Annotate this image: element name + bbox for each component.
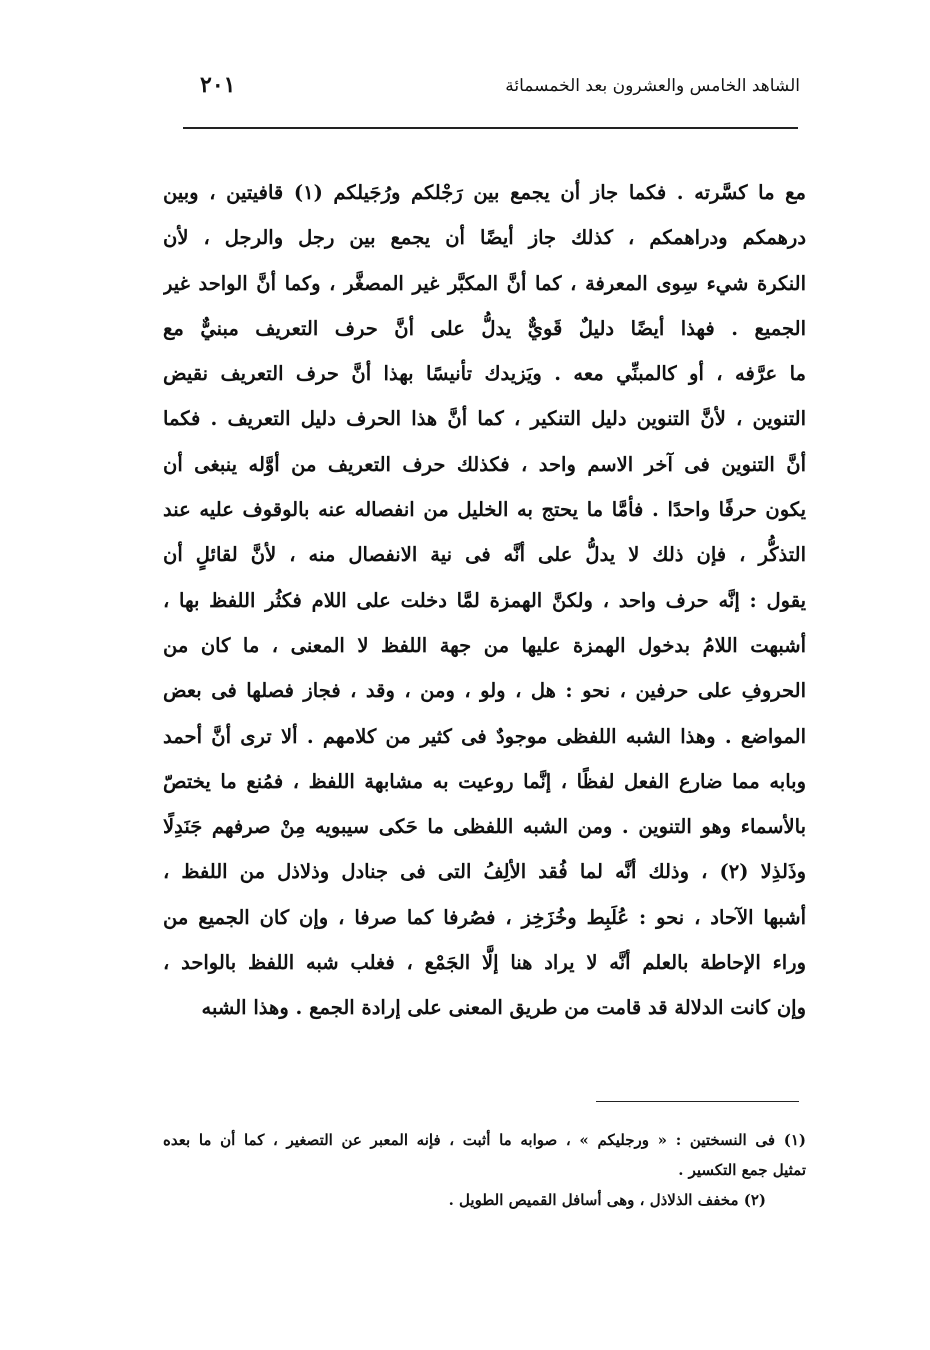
footnote-divider — [596, 1101, 799, 1102]
page-number: ٢٠١ — [200, 72, 236, 98]
text-line: وبابه مما ضارع الفعل لفظًا ، إنَّما روعيت به مشابهة اللفظ ، فمُنع ما يختصّ — [163, 769, 806, 793]
header-divider — [183, 127, 798, 129]
text-line: وراء الإحاطة بالعلم أنَّه لا يراد هنا إلَّا الجَمْع ، فغلب شبه اللفظ بالواحد ، — [163, 951, 806, 975]
text-line: أشبهت اللامُ بدخول الهمزة عليها من جهة اللفظ لا المعنى ، ما كان من — [163, 633, 806, 657]
text-line: بالأسماء وهو التنوين . ومن الشبه اللفظى ما حَكى سيبويه مِنْ صرفهم جَنَدِلًا — [163, 815, 806, 839]
text-line: الجميع . فهذا أيضًا دليلٌ قَويٌّ يدلُّ على أنَّ حرف التعريف مبنيٌّ مع — [163, 316, 806, 340]
text-line: التذكُّر ، فإن ذلك لا يدلُّ على أنَّه فى نية الانفصال منه ، لأنَّ لقائلٍ أن — [163, 543, 806, 567]
text-line: المواضع . وهذا الشبه اللفظى موجودٌ فى كثير من كلامهم . ألا ترى أنَّ أحمد — [163, 724, 806, 748]
running-title: الشاهد الخامس والعشرون بعد الخمسمائة — [505, 76, 800, 96]
text-line: ما عرَّفه ، أو كالمبنِّي معه . ويَزيدك تأنيسًا بهذا أنَّ حرف التعريف نقيض — [163, 362, 806, 386]
footnotes — [163, 1125, 806, 1215]
text-line: أشبها الآحاد ، نحو : عُلَبِط وخُزَخِز ، فصُرفا كما صرفا ، وإن كان الجميع من — [163, 905, 806, 929]
text-line: وإن كانت الدلالة قد قامت من طريق المعنى على إرادة الجمع . وهذا الشبه — [201, 996, 806, 1020]
text-line: يكون حرفًا واحدًا . فأمَّا ما يحتج به الخليل من انفصاله عنه بالوقوف عليه عند — [163, 498, 806, 522]
text-line: النكرة شيء سِوى المعرفة ، كما أنَّ المكبَّر غير المصغَّر ، وكما أنَّ الواحد غير — [163, 271, 806, 295]
text-line: مع ما كسَّرته . فكما جاز أن يجمع بين رَجْلكم ورُجَيلكم (١) قافيتين ، وبين — [163, 181, 806, 204]
text-line: التنوين ، لأنَّ التنوين دليل التنكير ، كما أنَّ هذا الحرف دليل التعريف . فكما — [163, 407, 806, 431]
main-text — [163, 170, 806, 1031]
footnote-1-continuation: تمثيل جمع التكسير . — [678, 1161, 806, 1179]
text-line: أنَّ التنوين فى آخر الاسم واحد ، فكذلك حرف التعريف من أوَّله ينبغى أن — [163, 452, 806, 476]
text-line: الحروفِ على حرفين ، نحو : هل ، ولو ، ومن ، وقد ، فجاز فصلها فى بعض — [163, 679, 806, 703]
text-line: درهمكم ودراهمكم ، كذلك جاز أيضًا أن يجمع بين رجل والرجل ، لأن — [163, 226, 806, 250]
footnote-2: (٢) مخفف الذلاذل ، وهى أسافل القميص الطويل . — [448, 1191, 766, 1209]
running-head — [160, 72, 800, 106]
text-line: يقول : إنَّه حرف واحد ، ولكنَّ الهمزة لمَّا دخلت على اللام فكثُر اللفظ بها ، — [163, 588, 806, 612]
text-line: وذَلذِلا (٢) ، وذلك أنَّه لما فُقد الألِفُ التى فى جنادل وذلاذل من اللفظ ، — [163, 860, 806, 884]
footnote-1: (١) فى النسختين : « ورجليكم » ، صوابه ما أثبت ، فإنه المعبر عن التصغير ، كما أن ما بعده — [163, 1131, 806, 1149]
